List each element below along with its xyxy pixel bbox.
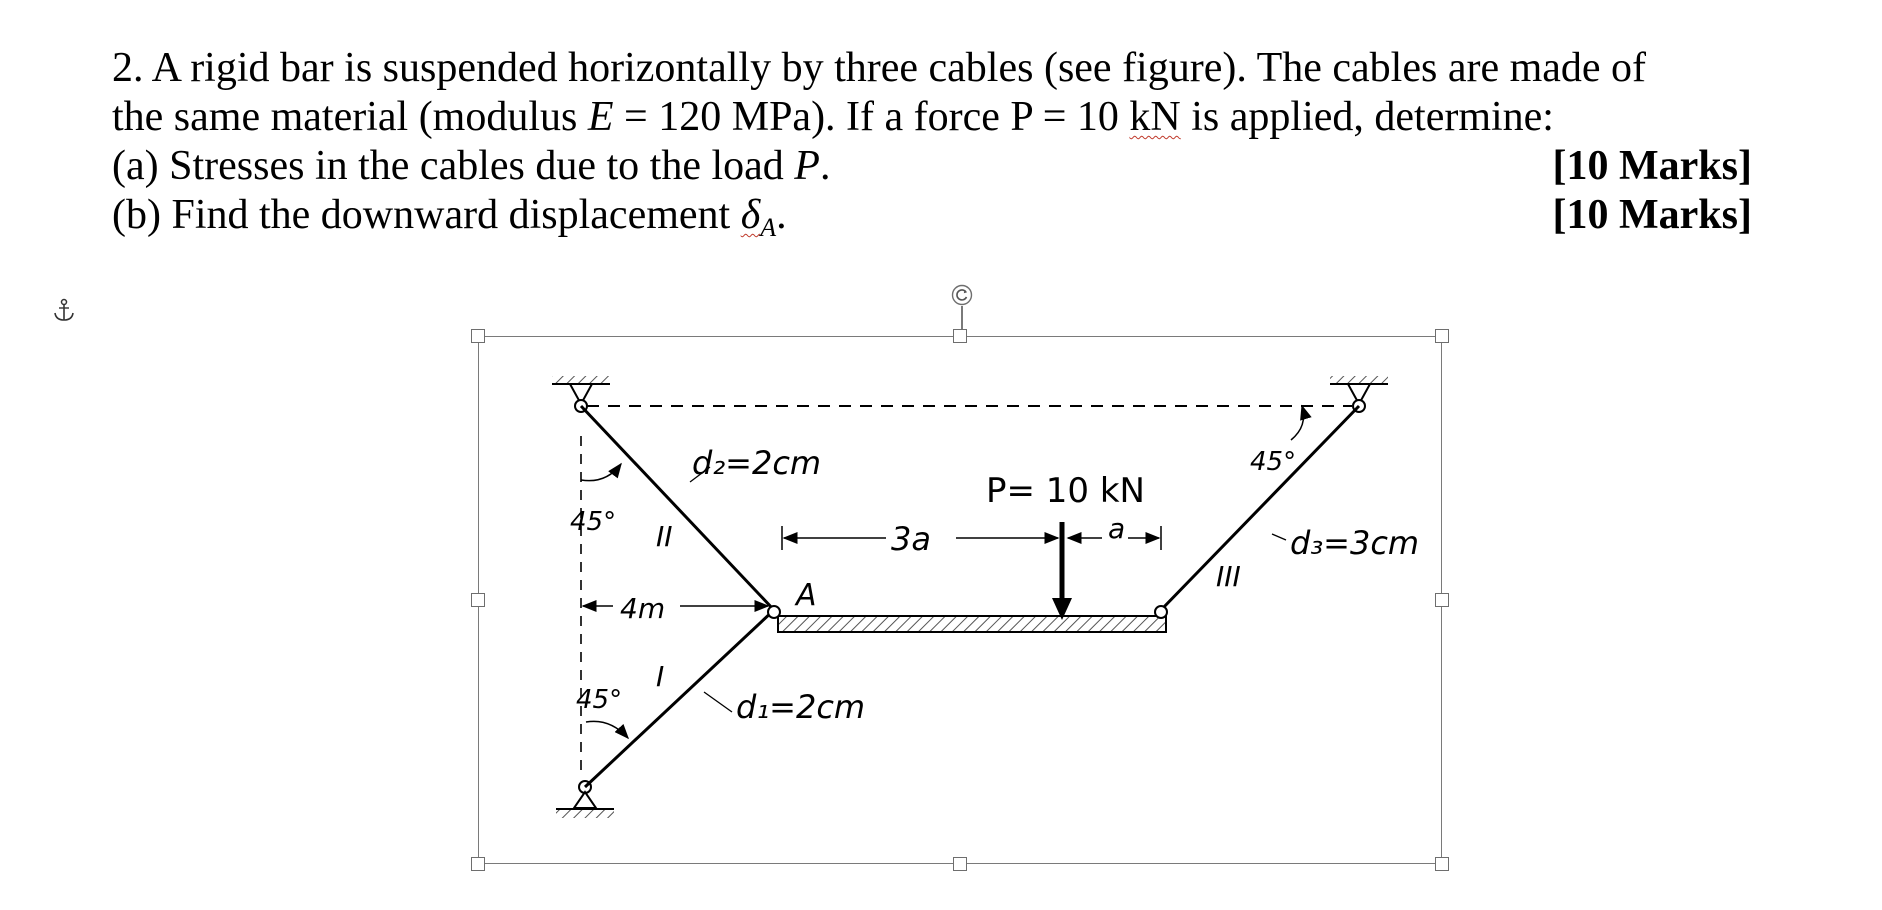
part-a-text: (a) Stresses in the cables due to the load xyxy=(112,143,795,189)
part-b-end: . xyxy=(776,192,787,238)
question-line-1 xyxy=(112,44,1752,93)
label-point-A: A xyxy=(796,578,817,613)
label-angle-right: 45° xyxy=(1250,447,1297,477)
part-a-symbol: P xyxy=(794,143,820,189)
part-b-text: (b) Find the downward displacement xyxy=(112,192,741,238)
label-angle-top-left: 45° xyxy=(570,507,617,537)
delta-glyph: δ xyxy=(740,192,761,238)
unit-kn: kN xyxy=(1129,94,1181,140)
question-line-2 xyxy=(112,93,1752,142)
label-d3: d₃=3cm xyxy=(1290,524,1420,562)
angle-arc-top-left xyxy=(581,464,621,481)
angle-arc-bottom-left xyxy=(586,721,628,738)
delta-subscript: A xyxy=(760,213,777,242)
part-a-marks: [10 Marks] xyxy=(1552,143,1752,189)
label-d2: d₂=2cm xyxy=(692,444,822,482)
label-load: P= 10 kN xyxy=(986,471,1145,511)
question-line-2-a: the same material (modulus xyxy=(112,94,588,140)
angle-arc-right xyxy=(1291,406,1304,440)
label-cable-I: I xyxy=(656,660,665,693)
part-a-end: . xyxy=(819,143,831,189)
displacement-symbol xyxy=(740,192,777,242)
question-intro: 2. A rigid bar is suspended horizontally by three cables (see figure). The cables are made of xyxy=(112,45,1647,91)
label-dist-4m: 4m xyxy=(620,592,666,625)
question-part-a xyxy=(112,142,1752,191)
label-cable-III: III xyxy=(1216,560,1241,593)
rigid-bar xyxy=(768,606,1167,632)
question-part-b xyxy=(112,191,1752,240)
leader-d1 xyxy=(704,692,732,712)
label-span-a: a xyxy=(1108,512,1126,545)
label-d1: d₁=2cm xyxy=(736,688,866,726)
label-span-3a: 3a xyxy=(891,520,931,558)
leader-d3 xyxy=(1272,534,1286,540)
rotate-handle-icon[interactable] xyxy=(951,284,973,306)
modulus-symbol: E xyxy=(587,94,614,140)
label-angle-bottom-left: 45° xyxy=(576,685,623,715)
rotate-handle-stem xyxy=(961,306,963,330)
question-line-2-b: = 120 MPa). If a force P = 10 xyxy=(613,94,1130,140)
cable-III xyxy=(1161,406,1359,610)
part-b-marks: [10 Marks] xyxy=(1552,192,1752,238)
cable-bar-figure xyxy=(478,336,1442,864)
question-line-2-c: is applied, determine: xyxy=(1180,94,1554,140)
anchor-icon[interactable] xyxy=(50,298,78,324)
label-cable-II: II xyxy=(656,520,673,553)
question-block xyxy=(112,44,1752,240)
